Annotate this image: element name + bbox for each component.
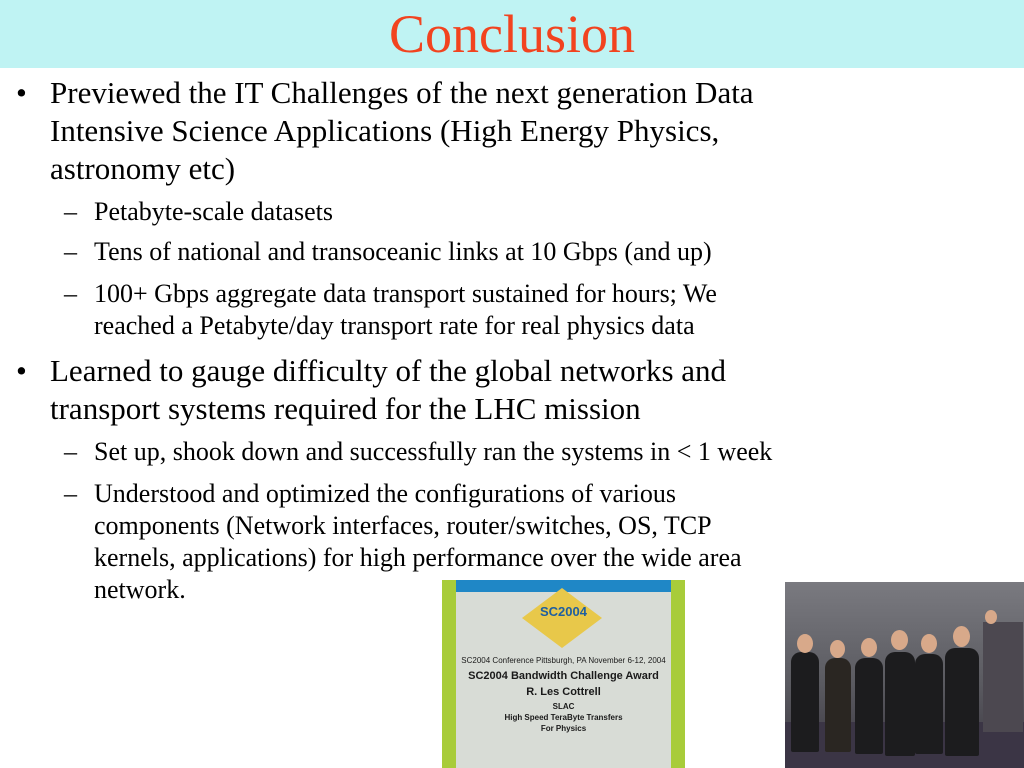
sub-bullet-line: network. xyxy=(94,575,186,604)
bullet-line: transport systems required for the LHC mission xyxy=(50,391,641,426)
person-head xyxy=(953,626,970,647)
person xyxy=(915,654,943,754)
sub-bullet-mark: – xyxy=(64,437,77,466)
award-org: SLAC xyxy=(552,702,575,711)
sub-bullet-line: 100+ Gbps aggregate data transport sustained for hours; We xyxy=(94,279,717,308)
team-photo-podium xyxy=(983,622,1023,732)
sub-bullet-mark: – xyxy=(64,279,77,308)
person-head xyxy=(797,634,813,653)
award-recipient: R. Les Cottrell xyxy=(526,686,601,698)
award-logo-text: SC2004 xyxy=(540,604,587,619)
sub-bullet-line: Understood and optimized the configurations of various xyxy=(94,479,676,508)
sub-bullet-line: reached a Petabyte/day transport rate for real physics data xyxy=(94,311,695,340)
person xyxy=(885,652,915,756)
person-head xyxy=(830,640,845,658)
bullet-line: Learned to gauge difficulty of the global networks and xyxy=(50,353,727,388)
award-border-left xyxy=(442,580,456,768)
sub-bullet-line: components (Network interfaces, router/switches, OS, TCP xyxy=(94,511,712,540)
sub-bullet-line: Tens of national and transoceanic links at 10 Gbps (and up) xyxy=(94,237,712,266)
award-name: SC2004 Bandwidth Challenge Award xyxy=(468,670,659,682)
title-bar xyxy=(0,0,1024,68)
sub-bullet-mark: – xyxy=(64,197,77,226)
bullet-mark: • xyxy=(16,75,27,110)
person-head xyxy=(891,630,908,650)
slide-title: Conclusion xyxy=(388,4,635,64)
sub-bullet-1-2 xyxy=(64,236,712,268)
award-photo xyxy=(442,580,685,768)
sub-bullet-mark: – xyxy=(64,479,77,508)
sub-bullet-line: Petabyte-scale datasets xyxy=(94,197,333,226)
team-photo xyxy=(785,582,1024,768)
sub-bullet-2-1 xyxy=(64,436,773,468)
award-conference: SC2004 Conference Pittsburgh, PA November 6-12, 2004 xyxy=(461,656,666,665)
bullet-1 xyxy=(16,74,754,188)
person xyxy=(791,652,819,752)
person-head xyxy=(921,634,937,653)
award-border-right xyxy=(671,580,685,768)
bullet-line: Intensive Science Applications (High Energy Physics, xyxy=(50,113,720,148)
sub-bullet-line: Set up, shook down and successfully ran the systems in < 1 week xyxy=(94,437,773,466)
person-head xyxy=(985,610,997,624)
person xyxy=(945,648,979,756)
person-head xyxy=(861,638,877,657)
bullet-mark: • xyxy=(16,353,27,388)
bullet-2 xyxy=(16,352,727,428)
sub-bullet-1-3 xyxy=(64,278,717,342)
sub-bullet-mark: – xyxy=(64,237,77,266)
bullet-line: astronomy etc) xyxy=(50,151,236,186)
award-project-line2: For Physics xyxy=(540,724,587,733)
person xyxy=(825,658,851,752)
award-project: High Speed TeraByte Transfers xyxy=(504,713,623,722)
bullet-line: Previewed the IT Challenges of the next generation Data xyxy=(50,75,754,110)
sub-bullet-1-1 xyxy=(64,196,333,228)
person xyxy=(855,658,883,754)
sub-bullet-line: kernels, applications) for high performance over the wide area xyxy=(94,543,742,572)
